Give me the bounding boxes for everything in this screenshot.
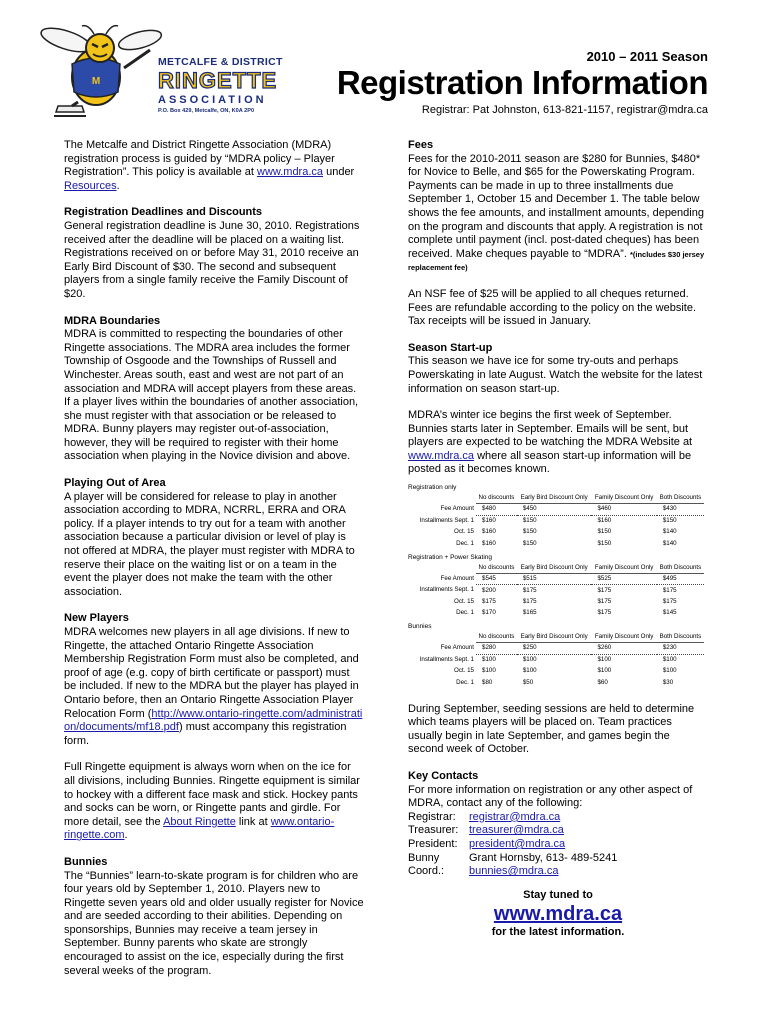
contact-row (408, 852, 708, 866)
fee-cell: $100 (482, 667, 496, 675)
contact-row (408, 811, 708, 825)
fee-column-header: No discounts (476, 494, 517, 504)
fee-table-row (408, 527, 704, 539)
fee-cell: $170 (482, 609, 496, 617)
fee-table-row (408, 677, 704, 689)
mdra-website-link[interactable]: www.mdra.ca (257, 166, 324, 179)
fee-cell: $280 (476, 643, 517, 655)
fee-cell: $260 (591, 643, 656, 655)
fee-cell: $175 (597, 586, 612, 594)
equipment-text-mid: link at (235, 815, 271, 828)
fee-row-label: Fee Amount (440, 574, 474, 582)
intro-text-mid: under (323, 166, 355, 179)
contact-role: Coord.: (408, 865, 445, 878)
stay-tuned-text: Stay tuned to (523, 888, 593, 901)
boundaries-heading: MDRA Boundaries (64, 314, 161, 327)
fee-cell: $230 (657, 643, 704, 655)
new-players-text: MDRA welcomes new players in all age divisions. If new to Ringette, the attached Ontario Ringette Association Membership Registration Form must also be completed, and proof of age (e.g. copy of birth certificate or passport) must be included. If new to the MDRA but the player has played in Ontario before, then an Ontario Ringette Association Player Relocation Form ( (64, 626, 359, 720)
fee-table-corner (408, 494, 476, 504)
fee-cell: $175 (522, 597, 537, 605)
fee-row-label: Installments Sept. 1 (419, 516, 474, 524)
fee-cell: $175 (482, 597, 496, 605)
fees-paragraph (408, 153, 708, 275)
fee-row-label: Oct. 15 (454, 528, 474, 536)
fee-cell: $30 (662, 678, 674, 686)
fee-cell: $460 (591, 504, 656, 516)
fee-table-row (408, 538, 704, 550)
fee-cell: $175 (662, 586, 677, 594)
contact-email-link[interactable]: president@mdra.ca (469, 837, 566, 850)
fee-table-row (408, 585, 704, 597)
fee-table-block (408, 483, 708, 550)
fee-row-label: Dec. 1 (456, 539, 474, 547)
fee-cell: $100 (597, 656, 612, 664)
fee-row-label: Fee Amount (440, 644, 474, 652)
fee-cell: $100 (662, 667, 677, 675)
fee-row-label: Dec. 1 (456, 609, 474, 617)
fee-cell: $545 (476, 573, 517, 585)
left-column (64, 139, 364, 991)
fee-column-header: Family Discount Only (591, 633, 656, 643)
fee-table-block (408, 622, 708, 689)
fee-cell: $60 (597, 678, 608, 686)
fee-cell: $495 (657, 573, 704, 585)
fee-cell: $175 (597, 609, 612, 617)
fee-cell: $160 (482, 528, 496, 536)
fee-column-header: Early Bird Discount Only (517, 633, 592, 643)
fee-row-label: Dec. 1 (456, 678, 474, 686)
contact-phone: Grant Hornsby, 613- 489-5241 (469, 851, 618, 864)
fee-column-header: Both Discounts (657, 564, 704, 574)
fee-cell: $150 (597, 528, 612, 536)
mdra-website-link[interactable]: www.mdra.ca (408, 449, 475, 462)
logo-line-3: ASSOCIATION (158, 94, 267, 106)
fee-cell: $160 (482, 539, 496, 547)
fee-cell: $200 (482, 586, 496, 594)
ontario-ringette-link[interactable]: www.ontario-ringette.com (64, 815, 335, 842)
winter-ice-text: MDRA’s winter ice begins the first week of September. Bunnies starts later in September. Emails will be sent, but players are expected to be watching the MDRA Website at (408, 409, 693, 449)
contact-role: Registrar: (408, 810, 456, 823)
equipment-paragraph (64, 761, 364, 843)
contact-list (408, 811, 708, 879)
fee-cell: $150 (522, 539, 537, 547)
registrar-contact: Registrar: Pat Johnston, 613-821-1157, registrar@mdra.ca (421, 104, 708, 116)
fee-cell: $175 (662, 597, 677, 605)
svg-text:M: M (91, 76, 101, 87)
fee-row-label: Installments Sept. 1 (419, 655, 474, 663)
contact-role: Treasurer: (408, 824, 459, 837)
out-of-area-heading: Playing Out of Area (64, 477, 166, 490)
winter-ice-paragraph (408, 409, 708, 477)
fee-table-corner (408, 633, 476, 643)
latest-info-text: for the latest information. (491, 926, 625, 939)
new-players-paragraph (64, 626, 364, 748)
fee-cell: $175 (522, 586, 537, 594)
intro-text: The Metcalfe and District Ringette Association (MDRA) registration process is guided by “MDRA policy – Player Registration”. This policy is available at (64, 139, 335, 179)
contact-role: President: (408, 837, 458, 850)
fee-tables (408, 483, 708, 689)
contact-email-link[interactable]: treasurer@mdra.ca (469, 824, 564, 837)
fee-column-header: Family Discount Only (591, 564, 656, 574)
contact-row (408, 838, 708, 852)
fee-cell: $50 (522, 678, 534, 686)
fee-table-row (408, 643, 704, 655)
fee-cell: $150 (662, 517, 677, 525)
fee-cell: $175 (597, 597, 612, 605)
contacts-heading: Key Contacts (408, 769, 479, 782)
about-ringette-link[interactable]: About Ringette (163, 815, 236, 828)
fee-row-label: Oct. 15 (454, 597, 474, 605)
fee-cell: $165 (522, 609, 537, 617)
fee-cell: $525 (591, 573, 656, 585)
fee-cell: $140 (662, 539, 677, 547)
bunnies-heading: Bunnies (64, 855, 108, 868)
new-players-text-end: ) must accompany this registration form. (64, 721, 347, 747)
fee-table (408, 633, 704, 689)
logo-line-4: P.O. Box 429, Metcalfe, ON, K0A 2P0 (158, 108, 255, 114)
contact-role: Bunny (408, 851, 440, 864)
winter-ice-text-end: where all season start-up information will be posted as it becomes known. (408, 449, 692, 476)
equipment-text-end: . (124, 829, 128, 842)
fee-row-label: Fee Amount (440, 505, 474, 513)
contact-email-link[interactable]: bunnies@mdra.ca (469, 865, 559, 878)
nsf-text: An NSF fee of $25 will be applied to all cheques returned. Fees are refundable according to the policy on the website. Tax receipts will be issued in January. (408, 287, 697, 328)
contact-row (408, 824, 708, 838)
fee-cell: $100 (597, 667, 612, 675)
fee-column-header: Both Discounts (657, 494, 704, 504)
contact-email-link[interactable]: registrar@mdra.ca (469, 810, 561, 823)
fee-cell: $150 (597, 539, 612, 547)
mdra-website-big-link[interactable]: www.mdra.ca (493, 903, 623, 926)
fee-table-title: Bunnies (408, 623, 432, 631)
fee-table-row (408, 573, 704, 585)
deadlines-heading: Registration Deadlines and Discounts (64, 206, 263, 219)
bunnies-text: The “Bunnies” learn-to-skate program is for children who are four years old by September 1, 2010. Players new to Ringette seven years old and older usually register for Novice and are seeded according to their abilities. Depending on sponsorships, Bunnies may receive a team jersey in September. Bunny parents who skate are strongly encouraged to assist on the ice, especially during the first several weeks of the program. (64, 869, 364, 977)
fees-text: Fees for the 2010-2011 season are $280 for Bunnies, $480* for Novice to Belle, and $65 for the Powerskating Program. Payments can be made in up to three installments due September 1, October 15 and December 1. The table below shows the fee amounts, and installment amounts, depending on the program and discounts that apply. A registration is not complete until payment (incl. post-dated cheques) has been received. Make cheques payable to “MDRA”. (408, 152, 704, 260)
fee-cell: $100 (522, 656, 537, 664)
september-text: During September, seeding sessions are held to determine which teams players will be placed on. Team practices usually begin in late September, and games begin the second week of October. (408, 702, 695, 756)
contact-row (408, 865, 708, 879)
fee-cell: $430 (657, 504, 704, 516)
fee-cell: $150 (522, 528, 537, 536)
fee-column-header: Early Bird Discount Only (517, 494, 592, 504)
fee-cell: $150 (522, 517, 537, 525)
out-of-area-text: A player will be considered for release to play in another association according to MDRA, NCRRL, ERRA and ORA policy. If a player intends to try out for a team with another association because a particular division or level of play is not offered at MDRA, the player must register with MDRA to reserve their place on the waiting list or on a team in the event the player does not make the team with the other association. (64, 490, 355, 598)
stay-tuned-block (408, 889, 708, 940)
fee-table-row (408, 654, 704, 666)
fee-row-label: Oct. 15 (454, 667, 474, 675)
fee-table-row (408, 666, 704, 678)
relocation-form-link[interactable]: http://www.ontario-ringette.com/administration/documents/mf18.pdf (64, 707, 363, 734)
fee-cell: $100 (482, 656, 496, 664)
fee-cell: $250 (517, 643, 592, 655)
contacts-intro: For more information on registration or any other aspect of MDRA, contact any of the following: (408, 783, 693, 810)
fee-cell: $160 (482, 517, 496, 525)
deadlines-text: General registration deadline is June 30, 2010. Registrations received after the deadline will be placed on a waiting list. Registrations received on or before May 31, 2010 receive an Early Bird Discount of $30. The second and subsequent players from a single family receive the Family Discount of $20. (64, 219, 360, 300)
fee-cell: $140 (662, 528, 677, 536)
fee-table-row (408, 515, 704, 527)
fee-row-label: Installments Sept. 1 (419, 586, 474, 594)
logo-line-1: METCALFE & DISTRICT (158, 56, 283, 68)
fee-cell: $80 (482, 678, 493, 686)
startup-heading: Season Start-up (408, 341, 493, 354)
fee-table (408, 494, 704, 550)
fee-cell: $450 (517, 504, 592, 516)
fee-column-header: Both Discounts (657, 633, 704, 643)
fee-column-header: No discounts (476, 633, 517, 643)
new-players-heading: New Players (64, 612, 129, 625)
association-logo (38, 22, 296, 122)
fee-table-row (408, 596, 704, 608)
intro-paragraph (64, 139, 364, 193)
fee-table (408, 564, 704, 620)
equipment-text: Full Ringette equipment is always worn when on the ice for all divisions, including Bunnies. Ringette equipment is similar to hockey with a different face mask and stick. Hockey pants and socks can be worn, or Ringette pants and girdle. For more detail, see the (64, 761, 360, 828)
startup-text: This season we have ice for some try-outs and perhaps Powerskating in late August. Watch the website for the latest information on season start-up. (408, 355, 703, 395)
page-title: Registration Information (336, 64, 708, 101)
fee-table-title: Registration + Power Skating (408, 553, 493, 561)
right-column (408, 139, 708, 940)
boundaries-text: MDRA is committed to respecting the boundaries of other Ringette associations. The MDRA area includes the former Township of Osgoode and the Townships of Russell and Winchester. Areas south, east and west are not part of an association and MDRA will accept players from these areas. If a player lives within the boundaries of another association, she must register with that association or be released to MDRA. Bunny players may register out-of-association, however, they will be required to register with their home association when playing in the Novice division and above. (64, 328, 359, 463)
fee-column-header: Early Bird Discount Only (517, 564, 592, 574)
intro-text-end: . (116, 179, 120, 192)
resources-link[interactable]: Resources (64, 179, 117, 192)
fee-cell: $100 (662, 656, 677, 664)
fee-cell: $145 (662, 609, 677, 617)
jersey-fee-note: *(includes $30 jersey replacement fee) (408, 249, 705, 273)
fee-table-row (408, 504, 704, 516)
fee-table-corner (408, 564, 476, 574)
fee-cell: $100 (522, 667, 537, 675)
fee-table-title: Registration only (408, 484, 457, 492)
season-label: 2010 – 2011 Season (586, 49, 708, 64)
logo-line-2: RINGETTE (158, 68, 278, 93)
fee-cell: $160 (597, 517, 612, 525)
fee-table-row (408, 608, 704, 620)
fee-cell: $515 (517, 573, 592, 585)
fee-table-block (408, 553, 708, 620)
fees-heading: Fees (408, 139, 434, 151)
fee-column-header: No discounts (476, 564, 517, 574)
fee-column-header: Family Discount Only (591, 494, 656, 504)
fee-cell: $480 (476, 504, 517, 516)
